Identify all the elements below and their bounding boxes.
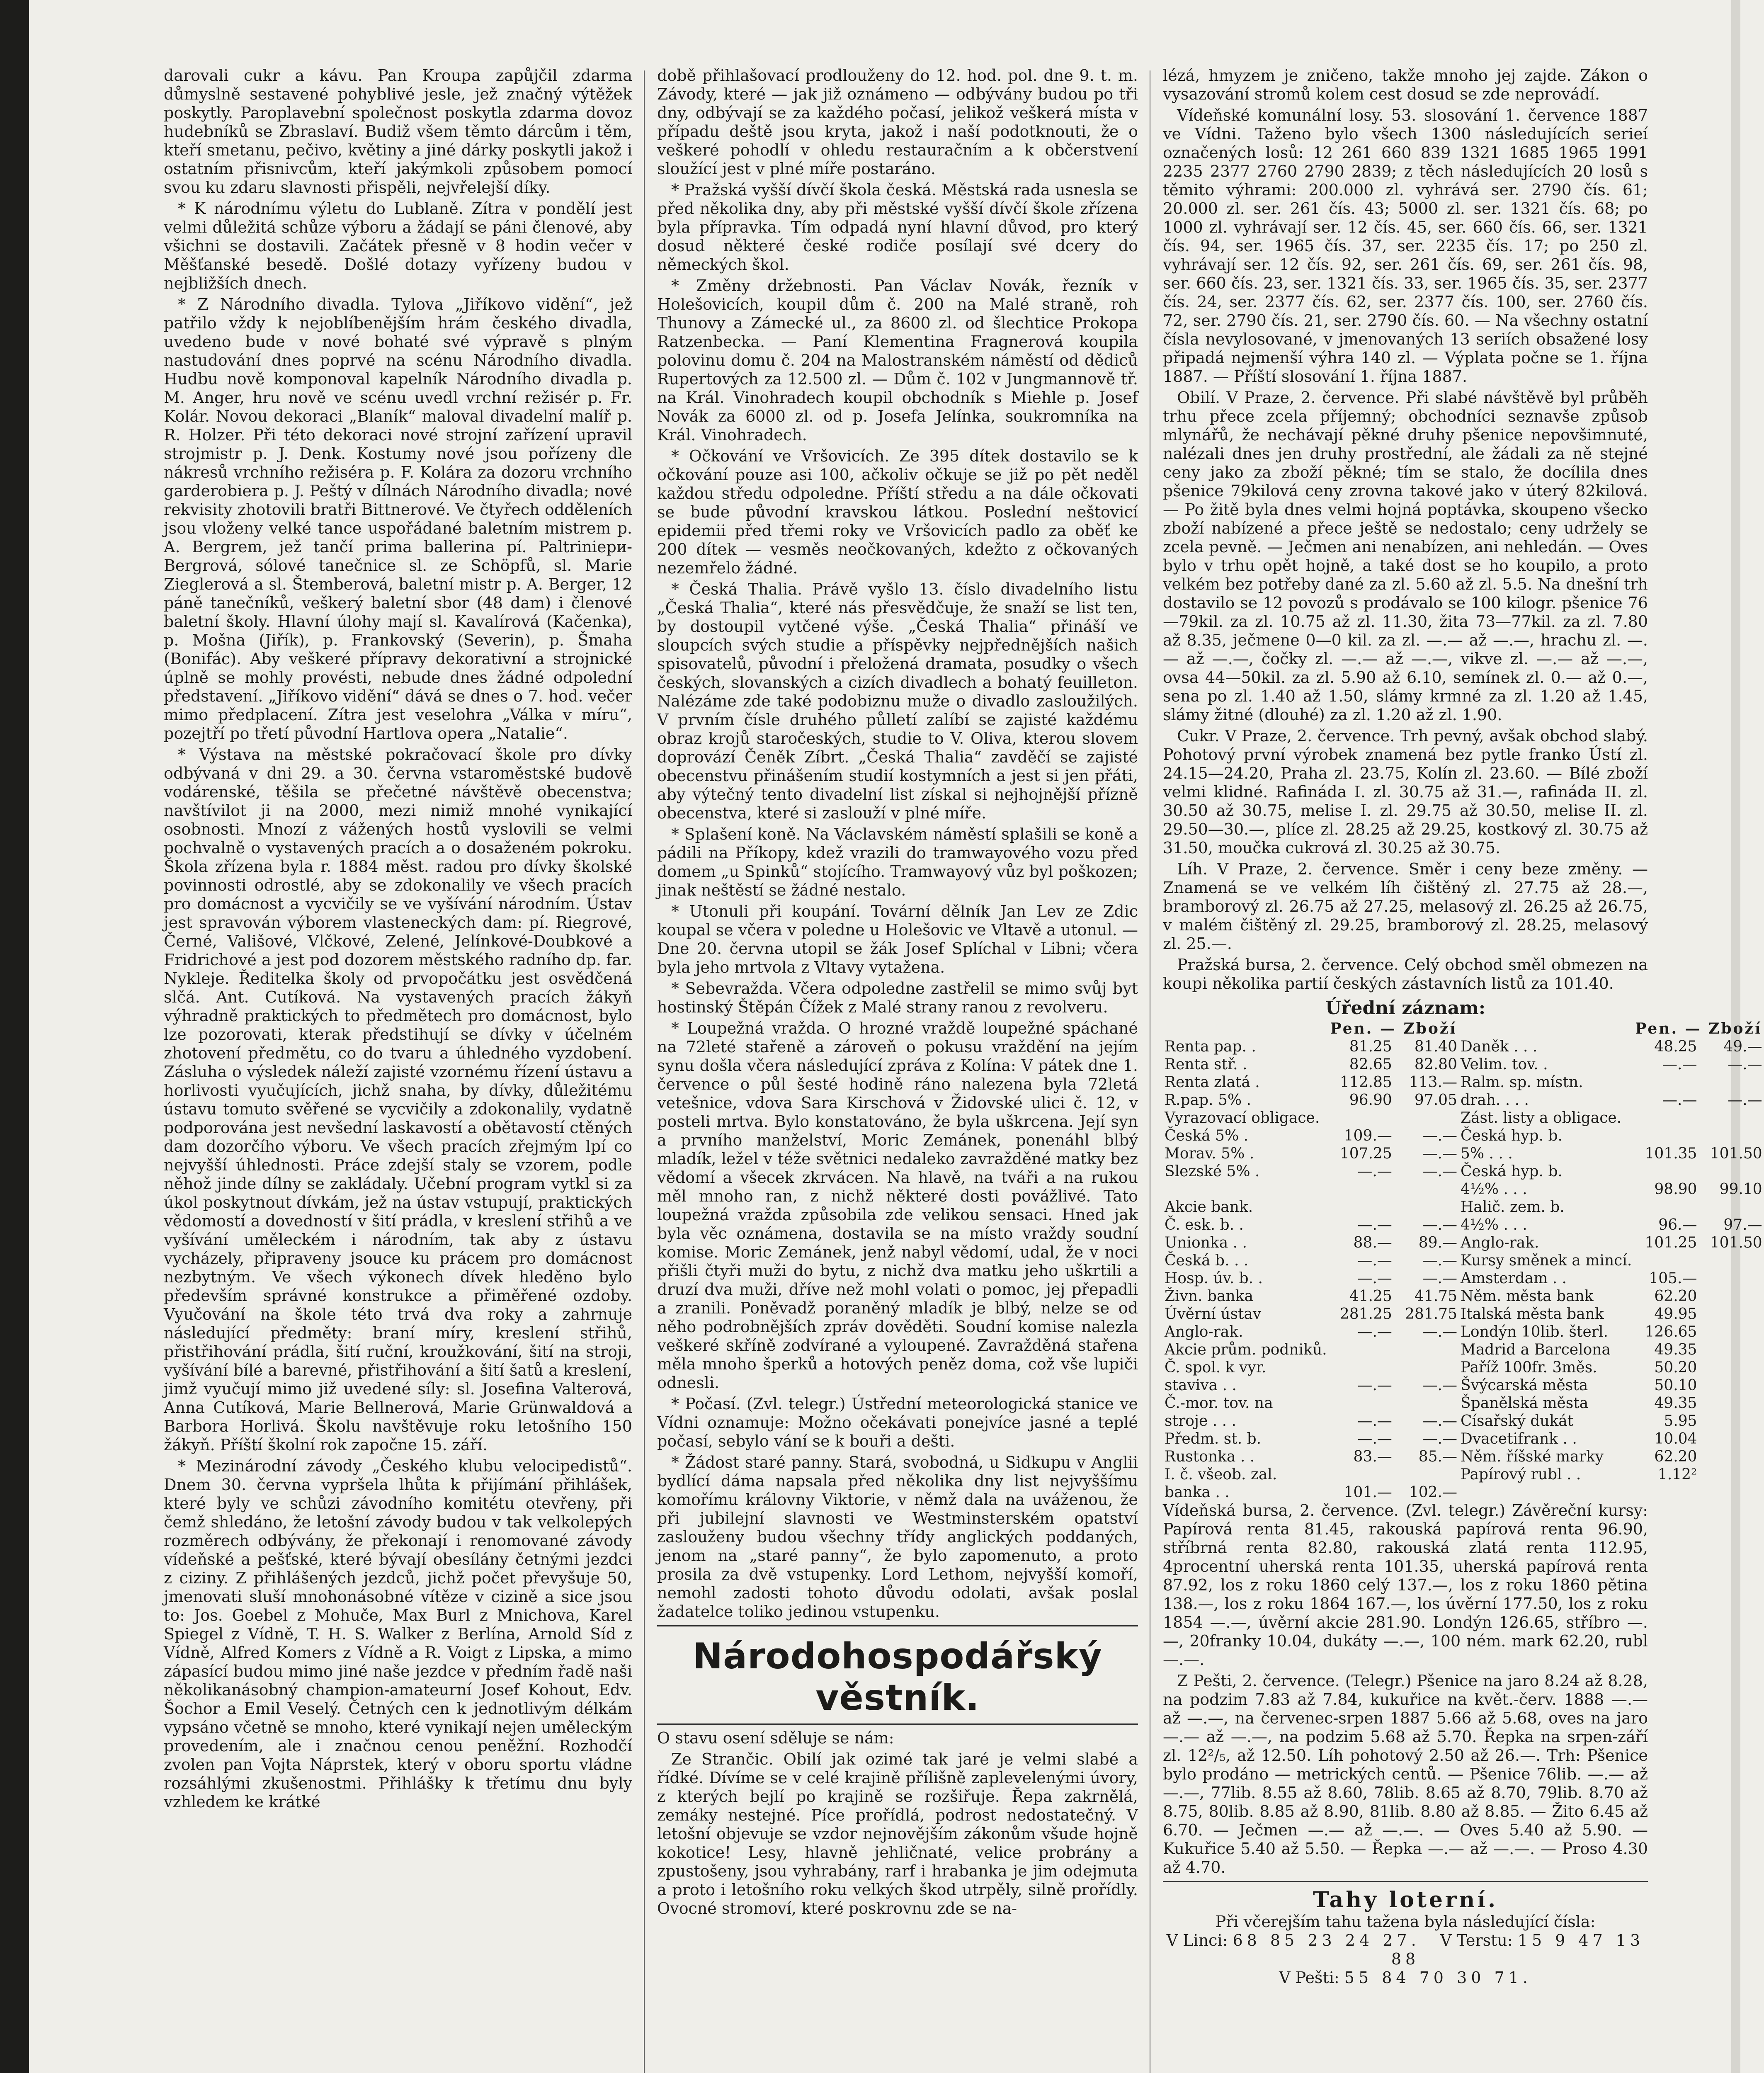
financial-value: 81.25 [1349,1038,1392,1055]
financial-value: 49.— [1723,1038,1762,1055]
article-paragraph: * Žádost staré panny. Stará, svobodná, u Sidkupu v Anglii bydlící dáma napsala před několika dny list nejvyššímu komořímu královny Viktorie, v němž dala na uváženou, že při jubilejní slavnosti ve Westminsterském opatství zaslouženy budou všechny třídy anglických poddaných, jenom na „staré panny“, že bylo zapomenuto, a proto prosila za dvě vstupenky. Lord Lethom, nejvyšší komoří, nemohl zadosti tohoto důvodu odolati, avšak poslal žadatelce toliko jedinou vstupenku. [657,1453,1138,1621]
financial-label: Ralm. sp. místn. [1460,1074,1583,1091]
financial-row [1163,1323,1764,1341]
price-header: Pen. — Zboží [1330,1020,1457,1037]
book-spine [0,0,29,2073]
article-paragraph: Vídeňská bursa, 2. července. (Zvl. telegr.) Závěreční kursy: Papírová renta 81.45, rakouská papírová renta 96.90, stříbrná renta 82.80, rakouská zlatá renta 112.95, 4procentní uherská renta 101.35, uherská papírová renta 87.92, los z roku 1860 celý 137.—, los z roku 1860 pětina 138.—, los z roku 1864 167.—, los úvěrní 177.50, los z roku 1854 —.—, úvěrní akcie 281.90. Londýn 126.65, stříbro —.—, 20franky 10.04, dukáty —.—, 100 ném. mark 62.20, rubl —.—. [1163,1501,1648,1669]
financial-label: drah. . . . [1460,1092,1529,1109]
article-paragraph: * Splašení koně. Na Václavském náměstí splašili se koně a pádili na Příkopy, kdež vrazili do tramwayového vozu před domem „u Spinků“ stojícího. Tramwayový vůz byl poškozen; jinak neštěstí se žádné nestalo. [657,825,1138,899]
financial-row [1163,1145,1764,1163]
financial-value: 101.— [1344,1484,1392,1501]
lottery-block [1163,1913,1648,1987]
financial-row [1163,1270,1764,1287]
financial-value: —.— [1357,1323,1392,1340]
financial-value: 62.20 [1654,1448,1697,1465]
financial-value [1698,1305,1764,1323]
financial-value [1329,1198,1394,1216]
financial-value [1394,1109,1459,1127]
financial-label: 4½% . . . [1460,1181,1527,1198]
article-paragraph: * Mezinárodní závody „Českého klubu velocipedistů“. Dnem 30. června vypršela lhůta k přijímání přihlášek, které byly ve schůzi závodního komitétu otevřeny, při čemž shledáno, že letošní závody budou v tak velkolepých rozměrech odbývány, že překonají i renomované závody vídeňské a pešťské, které bývají obesílány četnými jezdci z ciziny. Z přihlášených jezdců, jichž počet převyšuje 50, jmenovati sluší mnohonásobné vítěze v cizině a sice jsou to: Jos. Goebel z Mohuče, Max Burl z Mnichova, Karel Spiegel z Vídně, T. H. S. Walker z Berlína, Arnold Síd z Vídně, Alfred Komers z Vídně a R. Voigt z Lipska, a mimo zápasící budou mimo jiné naše jezdce v předním řadě naši několikanásobný champion-amateurní Josef Kohout, Edv. Šochor a Emil Veselý. Četných cen k jednotlivým délkám vypsáno včetně se mnoho, které vynikají nejen uměleckým provedením, ale i značnou cenou peněžní. Rozhodčí zvolen pan Vojta Náprstek, který v oboru sportu vládne rozsáhlými zkušenostmi. Přihlášky k třetímu dnu byly vzhledem ke krátké [164,1457,632,1811]
financial-value: 89.— [1418,1234,1457,1251]
financial-label: Č. spol. k vyr. [1165,1359,1267,1376]
section-divider [657,1723,1138,1725]
financial-value: —.— [1662,1092,1697,1109]
financial-value [1698,1287,1764,1305]
financial-value: 82.80 [1414,1056,1457,1073]
financial-value [1698,1448,1764,1466]
article-paragraph: Z Pešti, 2. července. (Telegr.) Pšenice na jaro 8.24 až 8.28, na podzim 7.83 až 7.84, kukuřice na květ.-červ. 1888 —.— až —.—, na červenec-srpen 1887 5.66 až 5.68, oves na jaro —.— až —.—, na podzim 5.68 až 5.70. Řepka na srpen-září zl. 12²/₅, až 12.50. Líh pohotový 2.50 až 26.—. Trh: Pšenice bylo prodáno — metrických centů. — Pšenice 76lib. —.— až —.—, 77lib. 8.55 až 8.60, 78lib. 8.65 až 8.70, 79lib. 8.70 až 8.75, 80lib. 8.85 až 8.90, 81lib. 8.80 až 8.85. — Žito 6.45 až 6.70. — Ječmen —.— až —.—. — Oves 5.40 až 5.90. — Kukuřice 5.40 až 5.50. — Řepka —.— až —.—. — Proso 4.30 až 4.70. [1163,1672,1648,1876]
financial-value: 50.20 [1654,1359,1697,1376]
financial-value: —.— [1422,1216,1457,1233]
article-paragraph: Líh. V Praze, 2. července. Směr i ceny beze změny. — Znamená se ve velkém líh čištěný zl. 27.75 až 28.—, bramborový zl. 26.75 až 27.25, melasový zl. 26.25 až 26.75, v malém čištěný zl. 29.25, bramborový zl. 28.25, melasový zl. 25.—. [1163,860,1648,953]
article-paragraph: Pražská bursa, 2. července. Celý obchod směl obmezen na koupi několika partií českých zástavních listů za 101.40. [1163,956,1648,993]
financial-value: 97.05 [1414,1092,1457,1109]
lottery-row-pest [1163,1969,1648,1987]
financial-value [1698,1270,1764,1287]
financial-value: —.— [1422,1252,1457,1269]
financial-label: Česká hyp. b. [1460,1127,1563,1144]
financial-row [1163,1448,1764,1466]
financial-value: 96.— [1658,1216,1697,1233]
lottery-label: V Terstu: [1440,1931,1513,1949]
article-paragraph: lézá, hmyzem je zničeno, takže mnoho jej zajde. Zákon o vysazování stromů kolem cest dosud se zde neprovádí. [1163,66,1648,103]
financial-row [1163,1412,1764,1430]
financial-table [1163,1020,1764,1501]
financial-value: 112.85 [1339,1074,1392,1091]
financial-label: Halič. zem. b. [1460,1199,1565,1216]
financial-value: —.— [1728,1092,1762,1109]
section-title: Národohospodářský věstník. [693,1636,1102,1719]
financial-label: Úvěrní ústav [1165,1306,1262,1323]
article-paragraph: O stavu osení sděluje se nám: [657,1729,894,1747]
article-paragraph: * Česká Thalia. Právě vyšlo 13. číslo divadelního listu „Česká Thalia“, které nás přesvědčuje, že snaží se list ten, by dostoupil vytčené výše. „Česká Thalia“ přináší ve sloupcích svých studie a příspěvky nejpřednějších našich spisovatelů, původní i přeložená dramata, posudky o všech českých, slovanských a cizích divadlech a bohatý feuilleton. Nalézáme zde také podobiznu muže o divadlo zasloužilých. V prvním čísle druhého půlletí zalíbí se zajisté každému obraz krojů staročeských, studie to V. Oliva, kterou slovem doprovází Čeněk Zíbrt. „Česká Thalia“ zavděčí se zajisté obecenstvu přinášením studií kostymních a jest si jen přáti, aby výtečný tento divadelní list získal si nejhojnější přízně obecenstva, které si zaslouží v plné míře. [657,580,1138,822]
section-divider [657,1625,1138,1626]
financial-row [1163,1359,1764,1376]
lottery-numbers: 15 9 47 13 88 [1391,1931,1645,1968]
article-paragraph: * Výstava na městské pokračovací škole pro dívky odbývaná v dni 29. a 30. června vstaroměstské budově vodárenské, těšila se přečetné návštěvě obecenstva; navštívilot ji na 2000, mezi nimiž mnohé vynikající osobnosti. Mnozí z vážených hostů vyslovili se velmi pochvalně o vystavených pracích a o dosaženém pokroku. Škola zřízena byla r. 1884 měst. radou pro dívky školské povinnosti odrostlé, aby se zdokonalily ve všech pracích pro domácnost a vycvičily se ve vyšívání národním. Ústav jest spravován výborem vlasteneckých dam: pí. Riegrové, Černé, Vališové, Vlčkové, Zelené, Jelínkové-Doubkové a Fridrichové a jest pod dozorem městského radního dp. far. Nykleje. Ředitelka školy od prvopočátku jest osvědčená slčá. Ant. Cutíková. Na vystavených pracích žákyň výhradně praktických to předmětech pro domácnost, bylo lze pozorovati, kterak předstihují se dívky v účelném zhotovení předmětu, co do tvaru a úhledného vyzdobení. Zásluha o výsledek náleží zajisté vzornému řízení ústavu a horlivosti vyučujících, jichž snaha, by dívky, důležitému ústavu tomuto svěřené se vycvičily a zdokonalily, vydatně podporována jest nevšední laskavostí a obětavostí ctěných dam dozorčího výboru. Ve všech pracích zřejmým lpí co nejvyšší úhlednosti. Práce zdejší staly se vzorem, podle něhož jinde dílny se zakládaly. Učební program vytkl si za úkol poskytnout dívkám, jež na ústav vstupují, praktických vědomostí a dovedností v šití prádla, v kreslení střihů a ve vyšívání uměleckém i národním, tak aby z ústavu vycházely, připraveny jsouce ku prácem pro domácnost nezbytným. Ve všech výkonech dívek hleděno bylo především správné konstrukce a přiměřené ozdoby. Vyučování na škole této trvá dva roky a zahrnuje následující předměty: braní míry, kreslení střihů, přistřihování prádla, šití ruční, kroužkování, šití na stroji, vyšívání bílé a barevné, přistřihování a šití šatů a kreslení, jimž vyučují mimo již uvedené síly: sl. Josefina Valterová, Anna Cutíková, Marie Bellnerová, Marie Grünwaldová a Barbora Horlivá. Školu navštěvuje roku letošního 150 žákyň. Příští školní rok započne 15. září. [164,745,632,1454]
lottery-row-linz-trieste [1163,1931,1648,1969]
financial-label: Česká 5% . [1165,1127,1249,1144]
financial-label: Morav. 5% . [1165,1145,1254,1162]
financial-label: Slezské 5% . [1165,1163,1260,1180]
financial-value: —.— [1357,1252,1392,1269]
financial-value: 81.40 [1414,1038,1457,1055]
lottery-numbers: 55 84 70 30 71. [1344,1969,1532,1987]
article-paragraph: Vídeňské komunální losy. 53. slosování 1. července 1887 ve Vídni. Taženo bylo všech 1300 následujících serieí označených losů: 12 261 660 839 1321 1685 1965 1991 2235 2377 2760 2790 2839; z těch následujících 20 losů s těmito výhrami: 200.000 zl. vyhrává ser. 2790 čís. 61; 20.000 zl. ser. 261 čís. 43; 5000 zl. ser. 1321 čís. 68; po 1000 zl. vyhrávají ser. 12 čís. 45, ser. 660 čís. 66, ser. 1321 čís. 94, ser. 1965 čís. 37, ser. 2235 čís. 17; po 250 zl. vyhrávají ser. 12 čís. 92, ser. 261 čís. 69, ser. 261 čís. 98, ser. 660 čís. 23, ser. 1321 čís. 33, ser. 1965 čís. 35, ser. 2377 čís. 24, ser. 2377 čís. 62, ser. 2377 čís. 100, ser. 2760 čís. 72, ser. 2790 čís. 21, ser. 2790 čís. 60. — Na všechny ostatní čísla nevylosované, v jmenovaných 13 seriích obsažené losy připadá nejmenší výhra 140 zl. — Výplata počne se 1. října 1887. — Příští slosování 1. října 1887. [1163,106,1648,386]
financial-value [1698,1394,1764,1412]
financial-label: Velim. tov. . [1460,1056,1548,1073]
financial-row [1163,1163,1764,1180]
financial-value: 48.25 [1654,1038,1697,1055]
financial-value: 1.12² [1657,1466,1697,1483]
financial-label: Živn. banka [1165,1288,1253,1305]
financial-label: banka . . [1165,1484,1230,1501]
article-paragraph: * K národnímu výletu do Lublaně. Zítra v pondělí jest velmi důležitá schůze výboru a žádají se páni členové, aby všichni se dostavili. Začátek přesně v 8 hodin večer v Měšťanské besedě. Došlé dotazy vyřízeny budou v nejbližších dnech. [164,199,632,292]
article-paragraph: * Loupežná vražda. O hrozné vraždě loupežné spáchané na 72leté stařeně a zároveň o pokusu vraždění na jejím synu došla včera následující zpráva z Kolína: V pátek dne 1. července o půl šesté hodině ráno nalezena byla 72letá vetešnice, vdova Sara Kirschová v Židovské ulici č. 12, v posteli mrtva. Bylo konstatováno, že byla uškrcena. Její syn a prvního manželství, Moric Zemánek, ponenáhl blbý mladík, ležel v téže světnici nedaleko zavražděné matky bez vědomí a všecek zkrvácen. Na hlavě, na tváři a na rukou měl mnoho ran, z nichž některé dosti povážlivé. Tato loupežná vražda způsobila zde velikou sensaci. Hned jak byla věc oznámena, dostavila se na místo vraždy soudní komise. Moric Zemánek, jenž nabyl vědomí, udal, že v noci přišli čtyři muži do bytu, z nichž dva matku jeho uškrtili a druzí dva muži, dříve než mohl volati o pomoc, jej přepadli a zranili. Poněvadž poraněný mladík je blbý, nelze se od něho podrobnějších zpráv dověděti. Soudní komise nalezla veškeré skříně zodvírané a vyloupené. Zavražděná stařena měla mnoho šperků a hotových peněz doma, což vše lupiči odnesli. [657,1019,1138,1392]
financial-label: staviva . . [1165,1377,1237,1394]
financial-label: Dvacetifrank . . [1460,1430,1577,1447]
financial-label: Unionka . . [1165,1234,1247,1251]
lottery-label: V Pešti: [1279,1969,1339,1987]
financial-row [1163,1056,1764,1073]
financial-value: 96.90 [1349,1092,1392,1109]
financial-value: 5.95 [1664,1413,1697,1430]
financial-label: Londýn 10lib. šterl. [1460,1323,1608,1340]
financial-label: Kursy směnek a mincí. [1460,1252,1632,1269]
financial-value: —.— [1357,1270,1392,1287]
financial-label: Něm. říšské marky [1460,1448,1604,1465]
financial-row [1163,1394,1764,1412]
financial-label: Renta pap. . [1165,1038,1256,1055]
financial-label: Česká hyp. b. [1460,1163,1563,1180]
financial-label: Amsterdam . . [1460,1270,1567,1287]
financial-label: Anglo-rak. [1460,1234,1539,1251]
financial-label: Madrid a Barcelona [1460,1341,1611,1358]
financial-value [1698,1127,1764,1145]
financial-value: 109.— [1344,1127,1392,1144]
financial-value: 49.35 [1654,1395,1697,1412]
financial-value: 49.95 [1654,1306,1697,1323]
financial-value [1633,1198,1698,1216]
column-3 [1163,66,1762,2073]
financial-label: Předm. st. b. [1165,1430,1262,1447]
financial-value [1329,1359,1394,1376]
financial-value: —.— [1662,1056,1697,1073]
financial-value: —.— [1728,1056,1762,1073]
financial-value [1394,1466,1459,1483]
financial-label: R.pap. 5% . [1165,1092,1251,1109]
financial-value: 126.65 [1645,1323,1697,1340]
financial-value: 88.— [1353,1234,1392,1251]
financial-value: —.— [1422,1323,1457,1340]
financial-value [1633,1073,1698,1091]
financial-label: Anglo-rak. [1165,1323,1243,1340]
financial-value: —.— [1357,1413,1392,1430]
financial-row [1163,1180,1764,1198]
article-paragraph: darovali cukr a kávu. Pan Kroupa zapůjčil zdarma důmyslně sestavené pohyblivé jesle, jež značný výtěžek poskytly. Paroplavební společnost poskytla zdarma dovoz hudebníků se Zbraslaví. Budiž všem těmto dárcům i těm, kteří smetanu, pečivo, květiny a jiné dárky poskytli jakož i ostatním přisnivcům, kteří jakýmkoli způsobem pomocí svou ku zdaru slavnosti přispěli, nejvřelejší díky. [164,66,632,197]
financial-row [1163,1234,1764,1252]
financial-value: 41.75 [1414,1288,1457,1305]
financial-value: —.— [1422,1430,1457,1447]
financial-value: —.— [1422,1127,1457,1144]
financial-label: Paříž 100fr. 3měs. [1460,1359,1597,1376]
financial-label: Vyrazovací obligace. [1165,1109,1320,1126]
financial-label: Daněk . . . [1460,1038,1538,1055]
financial-value [1394,1359,1459,1376]
financial-value [1633,1252,1698,1270]
financial-label: Akcie bank. [1165,1199,1253,1216]
financial-value: 101.25 [1645,1234,1697,1251]
financial-label: Něm. města bank [1460,1288,1594,1305]
section-divider [1163,1881,1648,1882]
price-header: Pen. — Zboží [1635,1020,1762,1037]
financial-label: Č. esk. b. . [1165,1216,1244,1233]
financial-value [1633,1127,1698,1145]
article-paragraph: * Očkování ve Vršovicích. Ze 395 dítek dostavilo se k očkování pouze asi 100, ačkoliv očkuje se již po pět neděl každou středu odpoledne. Příští středu a na dále očkovati se bude původní kravskou látkou. Poslední neštovicí epidemii před třemi roky ve Vršovicích padlo za oběť ke 200 dítek — vesměs neočkovaných, kdežto z očkovaných nezemřelo žádné. [657,447,1138,577]
article-paragraph: Obilí. V Praze, 2. července. Při slabé návštěvě byl průběh trhu přece zcela příjemný; obchodníci seznavše způsob mlynářů, že nechávají pěkné druhy pšenice nepovšimnuté, nalézali dnes jen druhy prostřední, ale žádali za ně stejné ceny jako za zboží pěkné; tím se stalo, že docílila dnes pšenice 79kilová ceny zrovna takové jako v úterý 82kilová. — Po žitě byla dnes velmi hojná poptávka, skoupeno všecko zboží nabízené a přece ještě se nedostalo; ceny udržely se zcela pevně. — Ječmen ani nenabízen, ani nehledán. — Oves bylo v trhu opět hojně, a také dost se ho koupilo, a proto velkém bez potřeby dané za zl. 5.60 až zl. 5.5. Na dnešní trh dostavilo se 12 povozů s prodávalo se 100 kilogr. pšenice 76—79kil. za zl. 10.75 až zl. 11.30, žita 73—77kil. za zl. 7.80 až 8.35, ječmene 0—0 kil. za zl. —.— až —.—, hrachu zl. —.— až —.—, čočky zl. —.— až —.—, vikve zl. —.— až —.—, ovsa 44—50kil. za zl. 5.90 až 6.10, semínek zl. 0.— až 0.—, sena po zl. 1.40 až 1.50, slámy krmné za zl. 1.20 až 1.45, slámy žitné (dlouhé) za zl. 1.20 až zl. 1.90. [1163,388,1648,724]
lottery-label: V Linci: [1166,1931,1228,1949]
financial-value [1394,1198,1459,1216]
financial-label: Hosp. úv. b. . [1165,1270,1263,1287]
financial-value: —.— [1422,1145,1457,1162]
financial-label: Švýcarská města [1460,1377,1588,1394]
financial-label: Akcie prům. podniků. [1165,1341,1327,1358]
financial-label: 5% . . . [1460,1145,1513,1162]
financial-value [1698,1376,1764,1394]
financial-value [1633,1163,1698,1180]
financial-value [1698,1430,1764,1448]
article-paragraph: Ze Strančic. Obilí jak ozimé tak jaré je velmi slabé a řídké. Dívíme se v celé krajině přílišně zaplevelenými úvory, z kterých bejlí po krajině se rozšiřuje. Řepa zakrnělá, zemáky nestejné. Píce prořídlá, podrost nedostatečný. V letošní objevuje se vzdor nejnovějším zákonům všude hojně kokotice! Lesy, hlavně jehličnaté, velice probrány a zpustošeny, jsou vyhrabány, rarf i hrabanka je jim odejmuta a proto i letošního roku velkých škod utrpěly, silně prořídly. Ovocné stromoví, které poskrovnu zde se na- [657,1750,1138,1918]
financial-value [1633,1109,1698,1127]
financial-value: —.— [1357,1430,1392,1447]
lottery-numbers: 68 85 23 24 27. [1233,1931,1420,1949]
financial-label: Italská města bank [1460,1306,1604,1323]
financial-label: I. č. všeob. zal. [1165,1466,1277,1483]
column-1 [164,66,632,2073]
financial-table-header [1163,1020,1764,1038]
financial-value: —.— [1422,1270,1457,1287]
financial-value [1698,1109,1764,1127]
financial-value: —.— [1357,1377,1392,1394]
financial-label: Císařský dukát [1460,1413,1574,1430]
financial-value [1329,1394,1394,1412]
lottery-title: Tahy loterní. [1313,1887,1498,1913]
financial-value [1698,1252,1764,1270]
financial-value [1329,1109,1394,1127]
financial-value: 97.— [1723,1216,1762,1233]
financial-value: 107.25 [1339,1145,1392,1162]
financial-value [1394,1394,1459,1412]
financial-label: Česká b. . . [1165,1252,1249,1269]
financial-row [1163,1376,1764,1394]
financial-label: Španělská města [1460,1395,1589,1412]
financial-value: 98.90 [1654,1181,1697,1198]
financial-label: Zást. listy a obligace. [1460,1109,1622,1126]
financial-value [1698,1341,1764,1359]
financial-value: —.— [1357,1216,1392,1233]
financial-value: 49.35 [1654,1341,1697,1358]
financial-row [1163,1305,1764,1323]
article-paragraph: * Utonuli při koupání. Tovární dělník Jan Lev ze Zdic koupal se včera v poledne u Holešovic ve Vltavě a utonul. — Dne 20. června utopil se žák Josef Splíchal v Libni; včera byla jeho mrtvola z Vltavy vytažena. [657,902,1138,976]
financial-value [1329,1466,1394,1483]
financial-value: 62.20 [1654,1288,1697,1305]
financial-value: —.— [1422,1413,1457,1430]
financial-value: 99.10 [1719,1181,1762,1198]
financial-label: stroje . . . [1165,1413,1236,1430]
financial-value: 50.10 [1654,1377,1697,1394]
financial-value: 82.65 [1349,1056,1392,1073]
financial-value: 102.— [1409,1484,1457,1501]
article-paragraph: * Sebevražda. Včera odpoledne zastřelil se mimo svůj byt hostinský Štěpán Čížek z Malé strany ranou z revolveru. [657,979,1138,1016]
article-paragraph: * Počasí. (Zvl. telegr.) Ústřední meteorologická stanice ve Vídni oznamuje: Možno očekávati ponejvíce jasné a teplé počasí, sebylo vání se k bouři a dešti. [657,1395,1138,1450]
financial-value [1394,1180,1459,1198]
financial-value: —.— [1357,1163,1392,1180]
financial-value: 85.— [1418,1448,1457,1465]
financial-value [1698,1198,1764,1216]
financial-row [1163,1483,1764,1501]
financial-value [1698,1073,1764,1091]
financial-row [1163,1127,1764,1145]
financial-value: 101.50 [1710,1234,1762,1251]
financial-row [1163,1109,1764,1127]
financial-value [1698,1412,1764,1430]
financial-value [1329,1341,1394,1359]
financial-value: —.— [1422,1377,1457,1394]
financial-row [1163,1466,1764,1483]
financial-value: 101.35 [1645,1145,1697,1162]
financial-label: Rustonka . . [1165,1448,1255,1465]
financial-value [1394,1341,1459,1359]
financial-label [1163,1180,1329,1198]
financial-value [1698,1359,1764,1376]
column-rule [644,70,645,2073]
financial-value: 83.— [1353,1448,1392,1465]
financial-label: Papírový rubl . . [1460,1466,1581,1483]
financial-value: 41.25 [1349,1288,1392,1305]
financial-value [1698,1163,1764,1180]
article-paragraph: Cukr. V Praze, 2. července. Trh pevný, avšak obchod slabý. Pohotový první výrobek znamená bez pytle franko Ústí zl. 24.15—24.20, Praha zl. 23.75, Kolín zl. 23.60. — Bílé zboží velmi klidné. Rafináda I. zl. 30.75 až 31.—, rafináda II. zl. 30.50 až 30.75, melise I. zl. 29.75 až 30.50, melise II. zl. 29.50—30.—, plíce zl. 28.25 až 29.25, kostkový zl. 30.75 až 31.50, moučka cukrová zl. 30.25 až 30.75. [1163,727,1648,857]
financial-label: 4½% . . . [1460,1216,1527,1233]
financial-value: 281.75 [1405,1306,1457,1323]
financial-row [1163,1038,1764,1056]
article-paragraph: * Z Národního divadla. Tylova „Jiříkovo vidění“, jež patřilo vždy k nejoblíbenějším hrám českého divadla, uvedeno bude v nové bohaté své výpravě s plným nastudování dnes poprvé na scénu Národního divadla. Hudbu nově komponoval kapelník Národního divadla p. M. Anger, hru nově ve scénu uvedl vrchní režisér p. Fr. Kolár. Novou dekoraci „Blaník“ maloval divadelní malíř p. R. Holzer. Při této dekoraci nové strojní zařízení upravil strojmistr p. J. Denk. Kostumy nové jsou pořízeny dle nákresů vrchního režiséra p. F. Kolára za dozoru vrchního garderobiera p. J. Peštý v dílnách Národního divadla; nové rekvisity zhotovili bratři Bittnerové. Ve čtyřech odděleních jsou vloženy velké tance uspořádané baletním mistrem p. A. Bergrem, jež tančí prima ballerina pí. Paltriniери-Bergrová, sólové tanečnice sl. ze Schöpfů, sl. Marie Zieglerová a sl. Štemberová, baletní mistr p. A. Berger, 12 páně tanečníků, veškerý baletní sbor (48 dam) i členové baletní školy. Hlavní úlohy mají sl. Kavalírová (Kačenka), p. Mošna (Jiřík), p. Frankovský (Severin), p. Šmaha (Bonifác). Aby veškeré přípravy dekorativní a strojnické úplně se mohly provésti, nebude dnes žádné odpolední představení. „Jiříkovo vidění“ dává se dnes o 7. hod. večer mimo předplacení. Zítra jest veselohra „Válka v míru“, pozejtří po třetí původní Hartlova opera „Natalie“. [164,295,632,743]
financial-value [1698,1323,1764,1341]
financial-value [1329,1180,1394,1198]
financial-value [1633,1483,1698,1501]
article-paragraph: době přihlašovací prodlouženy do 12. hod. pol. dne 9. t. m. Závody, které — jak již oznámeno — odbývány budou po tři dny, odbývají se za každého počasí, jelikož veškerá místa v případu deště jsou kryta, jakož i naší podotknouti, že o veškeré pohodlí v ohledu restauračním a k občerstvení sloužící jest v plné míře postaráno. [657,66,1138,178]
article-paragraph: * Pražská vyšší dívčí škola česká. Městská rada usnesla se před několika dny, aby při městské vyšší dívčí škole zřízena byla přípravka. Tím odpadá nyní hlavní důvod, pro který dosud některé české rodiče posílají své dcery do německých škol. [657,181,1138,274]
financial-label [1459,1483,1633,1501]
financial-value [1698,1466,1764,1483]
lottery-intro: Při včerejším tahu tažena byla následující čísla: [1215,1913,1596,1931]
financial-value: 10.04 [1654,1430,1697,1447]
financial-value: 101.50 [1710,1145,1762,1162]
financial-value [1698,1483,1764,1501]
column-2 [657,66,1138,2073]
financial-table-title: Úřední záznam: [1325,998,1486,1019]
article-paragraph: * Změny držebnosti. Pan Václav Novák, řezník v Holešovicích, koupil dům č. 200 na Malé straně, roh Thunovy a Zámecké ul., za 8600 zl. od šlechtice Prokopa Ratzenbecka. — Paní Klementina Fragnerová koupila polovinu domu č. 204 na Malostranském náměstí od dědiců Rupertových za 12.500 zl. — Dům č. 102 v Jungmannově tř. na Král. Vinohradech koupil obchodník s Miehle p. Josef Novák za 6000 zl. od p. Josefa Jelínka, soukromníka na Král. Vinohradech. [657,277,1138,444]
financial-row [1163,1216,1764,1234]
financial-row [1163,1430,1764,1448]
financial-row [1163,1287,1764,1305]
financial-row [1163,1073,1764,1091]
financial-row [1163,1252,1764,1270]
financial-value: —.— [1422,1163,1457,1180]
financial-value: 105.— [1649,1270,1697,1287]
financial-label: Č.-mor. tov. na [1165,1395,1273,1412]
financial-row [1163,1198,1764,1216]
financial-row [1163,1341,1764,1359]
financial-row [1163,1091,1764,1109]
financial-label: Renta zlatá . [1165,1074,1260,1091]
financial-value: 281.25 [1339,1306,1392,1323]
financial-value: 113.— [1409,1074,1457,1091]
financial-label: Renta stř. . [1165,1056,1247,1073]
